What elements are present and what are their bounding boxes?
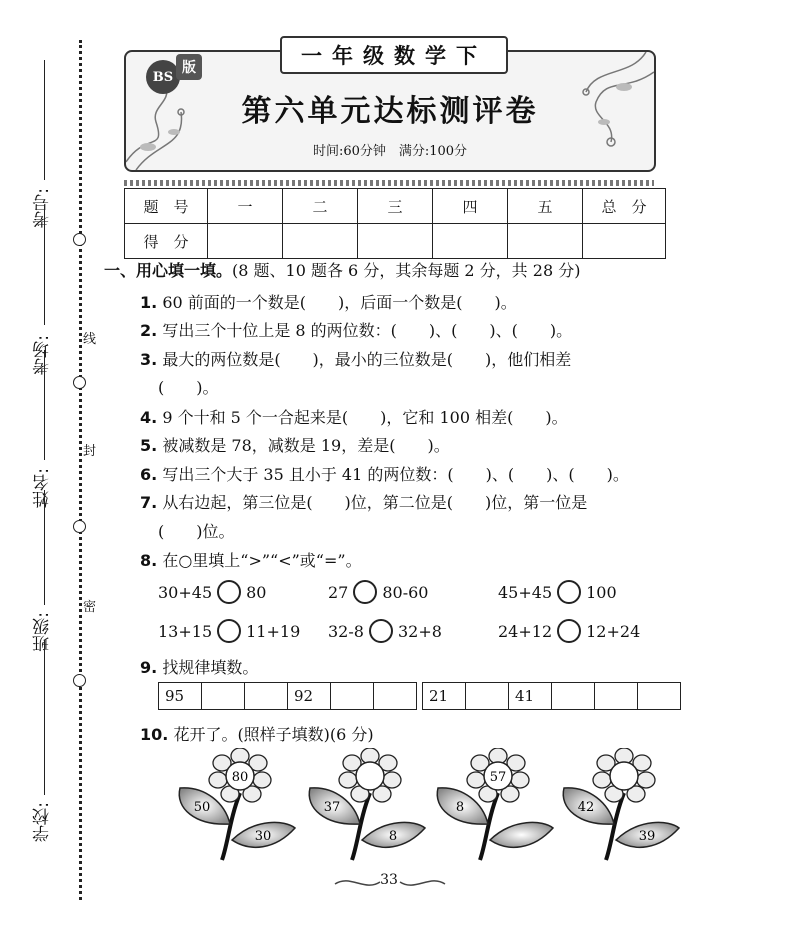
compare-item [328,619,442,643]
table-cell: 四 [433,189,508,224]
field-label-exam-number: 考号: [33,188,53,228]
compare-right: 12+24 [586,621,641,641]
binding-circle [73,520,86,533]
field-label-class: 班级: [33,612,53,652]
question-3 [140,347,571,370]
question-text: 最大的两位数是( )，最小的三位数是( )，他们相差 [162,350,572,369]
table-cell: 得 分 [125,224,208,259]
sequence-cell: 41 [509,683,552,710]
table-cell: 一 [208,189,283,224]
question-text: 写出三个大于 35 且小于 41 的两位数：( )、( )、( )。 [162,465,629,484]
compare-circle[interactable] [353,580,377,604]
sequence-table-1 [158,682,417,710]
question-number: 8. [140,551,158,570]
divider [124,180,654,186]
question-9 [140,655,258,678]
field-blank-name[interactable] [44,350,45,460]
sequence-blank[interactable] [552,683,595,710]
sequence-blank[interactable] [374,683,417,710]
score-blank[interactable] [208,224,283,259]
sequence-blank[interactable] [245,683,288,710]
compare-circle[interactable] [217,619,241,643]
question-1 [140,290,517,313]
table-cell: 总 分 [583,189,666,224]
flower-4-right-leaf: 39 [638,829,656,844]
compare-right: 100 [586,582,617,602]
question-text: 从右边起，第三位是( )位，第二位是( )位，第一位是 [162,493,588,512]
field-label-school: 学校: [33,802,53,842]
compare-right: 80-60 [382,582,429,602]
field-blank-class[interactable] [44,490,45,605]
field-label-exam-room: 考场: [33,335,53,375]
score-blank[interactable] [508,224,583,259]
table-cell: 三 [358,189,433,224]
compare-left: 27 [328,582,349,602]
question-7-continued: ( )位。 [158,522,235,541]
binding-dotted-line [79,40,82,900]
binding-circle [73,376,86,389]
field-blank-school[interactable] [44,640,45,795]
table-cell: 五 [508,189,583,224]
compare-circle[interactable] [557,580,581,604]
question-6 [140,462,629,485]
sequence-blank[interactable] [638,683,681,710]
question-text: 被减数是 78，减数是 19，差是( )。 [162,436,450,455]
compare-item [158,619,300,643]
compare-item [498,580,617,604]
binding-circle [73,233,86,246]
compare-left: 30+45 [158,582,213,602]
grade-banner: 一年级数学下 [280,36,508,74]
flower-3-left-leaf: 8 [455,800,465,815]
question-5 [140,433,450,456]
question-10 [140,722,374,745]
score-blank[interactable] [433,224,508,259]
sequence-blank[interactable] [466,683,509,710]
flower-2-right-leaf: 8 [388,829,398,844]
question-number: 1. [140,293,158,312]
question-number: 4. [140,408,158,427]
question-text: 在○里填上“>”“<”或“=”。 [162,551,362,570]
score-blank[interactable] [283,224,358,259]
compare-item [328,580,428,604]
sequence-cell: 92 [288,683,331,710]
question-number: 5. [140,436,158,455]
compare-left: 32-8 [328,621,364,641]
edition-badge: BS [146,60,180,94]
compare-item [158,580,266,604]
compare-left: 24+12 [498,621,553,641]
sequence-cell: 21 [423,683,466,710]
flower-3-center: 57 [489,770,507,785]
compare-left: 45+45 [498,582,553,602]
question-number: 9. [140,658,158,677]
score-blank[interactable] [583,224,666,259]
score-table-header-row [125,189,666,224]
field-blank-exam-number[interactable] [44,60,45,180]
compare-right: 11+19 [246,621,301,641]
page-number: 33 [380,872,398,888]
flower-1-center: 80 [231,770,249,785]
sequence-blank[interactable] [331,683,374,710]
sequence-table-2 [422,682,681,710]
question-number: 3. [140,350,158,369]
question-text: 60 前面的一个数是( )，后面一个数是( )。 [162,293,517,312]
flower-1-right-leaf: 30 [254,829,272,844]
seal-char-line: 线 [83,332,97,347]
section-note: (8 题、10 题各 6 分，其余每题 2 分，共 28 分) [232,261,581,280]
question-4 [140,405,568,428]
flower-1-left-leaf: 50 [193,800,211,815]
seal-char-seal: 封 [83,444,97,459]
page-title: 第六单元达标测评卷 [241,94,539,129]
compare-right: 80 [246,582,267,602]
edition-badge-suffix: 版 [176,54,202,80]
question-text: 找规律填数。 [162,658,259,677]
compare-circle[interactable] [369,619,393,643]
question-8 [140,548,362,571]
compare-item [498,619,640,643]
sequence-blank[interactable] [595,683,638,710]
question-2 [140,318,572,341]
flower-4-left-leaf: 42 [577,800,595,815]
question-text: 花开了。(照样子填数)(6 分) [173,725,374,744]
score-blank[interactable] [358,224,433,259]
score-table [124,188,666,259]
question-text: 写出三个十位上是 8 的两位数：( )、( )、( )。 [162,321,573,340]
question-text: 9 个十和 5 个一合起来是( )，它和 100 相差( )。 [162,408,568,427]
question-number: 7. [140,493,158,512]
question-number: 2. [140,321,158,340]
question-number: 10. [140,725,169,744]
question-3-continued: ( )。 [158,378,219,397]
binding-circle [73,674,86,687]
table-cell: 二 [283,189,358,224]
field-label-name: 姓名: [33,468,53,508]
time-and-score: 时间:60分钟 满分:100分 [312,144,468,159]
question-7 [140,490,587,513]
section-title: 一、用心填一填。 [104,261,233,280]
flower-2-left-leaf: 37 [323,800,341,815]
sequence-cell: 95 [159,683,202,710]
compare-left: 13+15 [158,621,213,641]
compare-circle[interactable] [217,580,241,604]
seal-char-secret: 密 [83,600,97,615]
sequence-blank[interactable] [202,683,245,710]
question-number: 6. [140,465,158,484]
flowers-illustration [160,748,680,868]
section-heading [104,258,580,281]
table-cell: 题 号 [125,189,208,224]
compare-right: 32+8 [397,621,442,641]
field-blank-exam-room[interactable] [44,205,45,325]
score-table-score-row [125,224,666,259]
compare-circle[interactable] [557,619,581,643]
